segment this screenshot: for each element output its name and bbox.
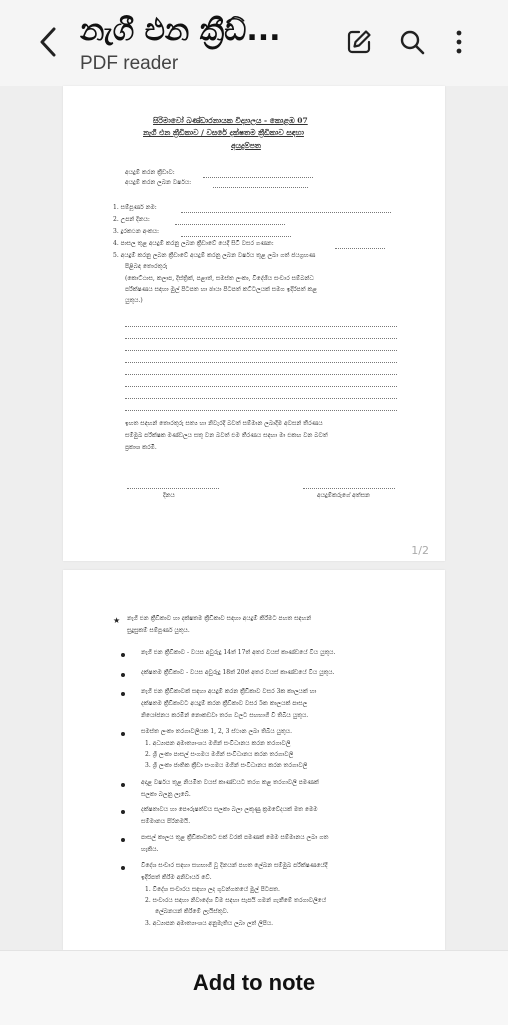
q5-label: 5. අයදුම් කරනු ලබන ක්‍රීඩාවේ අයදුම් කරනු ලබන වර්ෂය තුළ ලබා ගත් ජයග්‍රහණ	[113, 252, 316, 259]
q4-label: 4. පාසල තුළ අයදුම් කරනු ලබන ක්‍රීඩාවේ යෙදී සිටි වසර ගණන:	[113, 240, 274, 247]
q3-label: 3. දුරකථන අංකය:	[113, 228, 160, 235]
declaration-line-1: ඉහත සඳහන් තොරතුරු සත්‍ය හා නිවැරදි බවත් සම්මාන ලබාදීම අවසන් තීරණය	[125, 420, 323, 427]
answer-line	[125, 410, 397, 411]
back-button[interactable]	[30, 22, 66, 62]
q2-line	[175, 224, 285, 225]
criterion-4-sub-3: 3. ශ්‍රී ලංකා ජාතික ක්‍රීඩා සංගමය මගින් සංවිධානය කරන තරගාවලි	[145, 762, 308, 769]
app-subtitle: PDF reader	[80, 53, 179, 74]
criterion-4-sub-2: 2. ශ්‍රී ලංකා පාසල් සංගමය මගින් සංවිධානය කරන තරගාවලි	[145, 751, 294, 758]
bullet-icon	[121, 783, 125, 787]
field-sport-label: අයදුම් කරන ක්‍රීඩාව:	[125, 169, 175, 176]
bullet-icon	[121, 838, 125, 842]
criterion-8-sub-1: 1. විදේශ සංචාරය සඳහා ලද ගුවන්ගතයේ මුල් පිටපත.	[145, 886, 280, 893]
criterion-5-line-1: අදාළ වර්ෂය තුළ නියමිත වයස් කාණ්ඩයට තරග කළ තරගාවලි පමණක්	[141, 779, 319, 786]
intro-line-1: නැගී එන ක්‍රීඩිකාව හා දක්ෂතම ක්‍රීඩිකාව සඳහා අයදුම් කිරීමට පහත සඳහන්	[127, 615, 312, 622]
criterion-3-line-3: නියෝජනය කරමින් නොකඩවා තරග වලට සහභාගී වී තිබිය යුතුය.	[141, 712, 309, 719]
answer-line	[125, 386, 397, 387]
criterion-6-line-2: සම්මානය පිරිනමයි.	[141, 818, 191, 825]
chevron-left-icon	[38, 26, 58, 58]
edit-icon	[345, 28, 373, 56]
pdf-page-2[interactable]	[63, 570, 445, 950]
criterion-6-line-1: දක්ෂතාවය හා පෞරුෂත්වය සලකා බලා ලකුණු ක්‍රමවේදයක් මත මෙම	[141, 806, 318, 813]
signature-label: අයදුම්කරුගේ අත්සන	[317, 492, 370, 499]
criterion-2: දක්ෂතම ක්‍රීඩිකාව - වයස අවුරුදු 18ත් 20ත් අතර වයස් කාණ්ඩයේ විය යුතුය.	[141, 669, 335, 676]
field-sport-line	[203, 177, 313, 178]
field-year-label: අයදුම් කරන ලබන වර්ෂය:	[125, 179, 192, 186]
answer-line	[125, 350, 397, 351]
answer-line	[125, 374, 397, 375]
app-header	[0, 0, 508, 86]
field-year-line	[213, 187, 308, 188]
criterion-7-line-2: හැකිය.	[141, 846, 159, 853]
criterion-3-line-2: දක්ෂතම ක්‍රීඩිකාවට අයදුම් කරන ක්‍රීඩිකාව වසර 5ක කාලයක් පාසල	[141, 700, 308, 707]
criterion-3-line-1: නැගී එන ක්‍රීඩිකාවක් සඳහා අයදුම් කරන ක්‍රීඩිකාව වසර 3ක කාලයක් හා	[141, 688, 317, 695]
criterion-8-sub-2-cont: ලේඛනයන් කිරීමේ ලැයිස්තුව.	[155, 908, 229, 915]
q5-label-2: පිළිබඳ තොරතුරු	[125, 263, 168, 270]
criterion-8-sub-3: 3. අධ්‍යාපන අමාත්‍යාංශය අනුමැතිය ලබා ලත් ලිපිය.	[145, 920, 274, 927]
q5-note-1: (කොට්ඨාස, කලාප, දිස්ත්‍රික්, පළාත්, සමස්ත ලංකා, විදේශීය සංචාර සම්බන්ධ	[125, 275, 314, 282]
signature-line	[303, 488, 395, 489]
bottom-action-bar	[0, 950, 508, 1025]
bullet-icon	[121, 653, 125, 657]
add-to-note-button[interactable]: Add to note	[0, 951, 508, 1015]
answer-line	[125, 326, 397, 327]
criterion-7-line-1: පාසල් කාලය තුළ ක්‍රීඩිකාවකට එක් වරක් පමණක් මෙම සම්මානය ලබා ගත	[141, 834, 329, 841]
q1-label: 1. සම්පූර්ණ නම:	[113, 204, 157, 211]
bullet-icon	[121, 692, 125, 696]
more-options-button[interactable]	[443, 26, 475, 58]
criterion-1: නැගී එන ක්‍රීඩිකාව - වයස අවුරුදු 14ත් 17ත් අතර වයස් කාණ්ඩයේ විය යුතුය.	[141, 649, 336, 656]
star-icon: ★	[113, 616, 121, 625]
q3-line	[181, 236, 291, 237]
declaration-line-3: ප්‍රකාශ කරමි.	[125, 444, 157, 451]
search-icon	[398, 28, 426, 56]
bullet-icon	[121, 810, 125, 814]
q4-line	[335, 248, 385, 249]
declaration-line-2: සම්මුඛ පරීක්ෂක මණ්ඩලය සතු වන බවත් එම තීරණය සඳහා මා එකඟ වන බවත්	[125, 432, 328, 439]
q5-note-3: යුතුය.)	[125, 297, 143, 304]
criterion-8-line-2: ඉදිරිපත් කිරීම අනිවාර්ය වේ.	[141, 874, 212, 881]
bullet-icon	[121, 866, 125, 870]
q1-line	[181, 212, 391, 213]
bullet-icon	[121, 732, 125, 736]
page-number: 1/2	[411, 544, 429, 557]
q2-label: 2. උපන් දිනය:	[113, 216, 150, 223]
school-heading: සිරිමාවෝ බණ්ඩාරනායක විද්‍යාලය - කොළඹ 07	[153, 116, 308, 125]
bullet-icon	[121, 673, 125, 677]
criterion-8-line-1: විදේශ සංචාර සඳහා සහභාගී වූ දිනයන් පහත ලේඛන සම්මුඛ පරීක්ෂණයේදී	[141, 862, 328, 869]
answer-line	[125, 398, 397, 399]
answer-line	[125, 338, 397, 339]
edit-button[interactable]	[343, 26, 375, 58]
criterion-5-line-2: සලකා බලනු ලැබේ.	[141, 791, 191, 798]
document-title: නැගී එන ක්‍රීඩ්...	[80, 13, 281, 48]
date-label: දිනය	[163, 492, 175, 499]
form-heading: නැගී එන ක්‍රීඩිකාව / වසරේ දක්ෂතම ක්‍රීඩිකාව සඳහා	[143, 128, 304, 137]
form-title: අයදුම්පත	[231, 141, 261, 150]
search-button[interactable]	[396, 26, 428, 58]
intro-line-2: සුදුසුකම් සම්පූර්ණ යුතුය.	[127, 627, 190, 634]
date-line	[127, 488, 219, 489]
answer-line	[125, 362, 397, 363]
q5-note-2: පරීක්ෂණය සඳහා මුල් පිටපත හා ඡායා පිටපත් කට්ටලයක් සමග ඉදිරිපත් කළ	[125, 286, 317, 293]
pdf-page-1[interactable]	[63, 86, 445, 561]
criterion-4: සමස්ත ලංකා තරගාවලියක 1, 2, 3 ස්ථාන ලබා තිබිය යුතුය.	[141, 728, 292, 735]
criterion-4-sub-1: 1. අධ්‍යාපන අමාත්‍යාංශය මගින් සංවිධානය කරන තරගාවලි	[145, 740, 291, 747]
more-vertical-icon	[454, 28, 464, 56]
criterion-8-sub-2: 2. සංචාරය සඳහා නිවාදේශ වීම සඳහා සැපයි ගමන් ගැනීමේ තරගාවලියේ	[145, 897, 327, 904]
